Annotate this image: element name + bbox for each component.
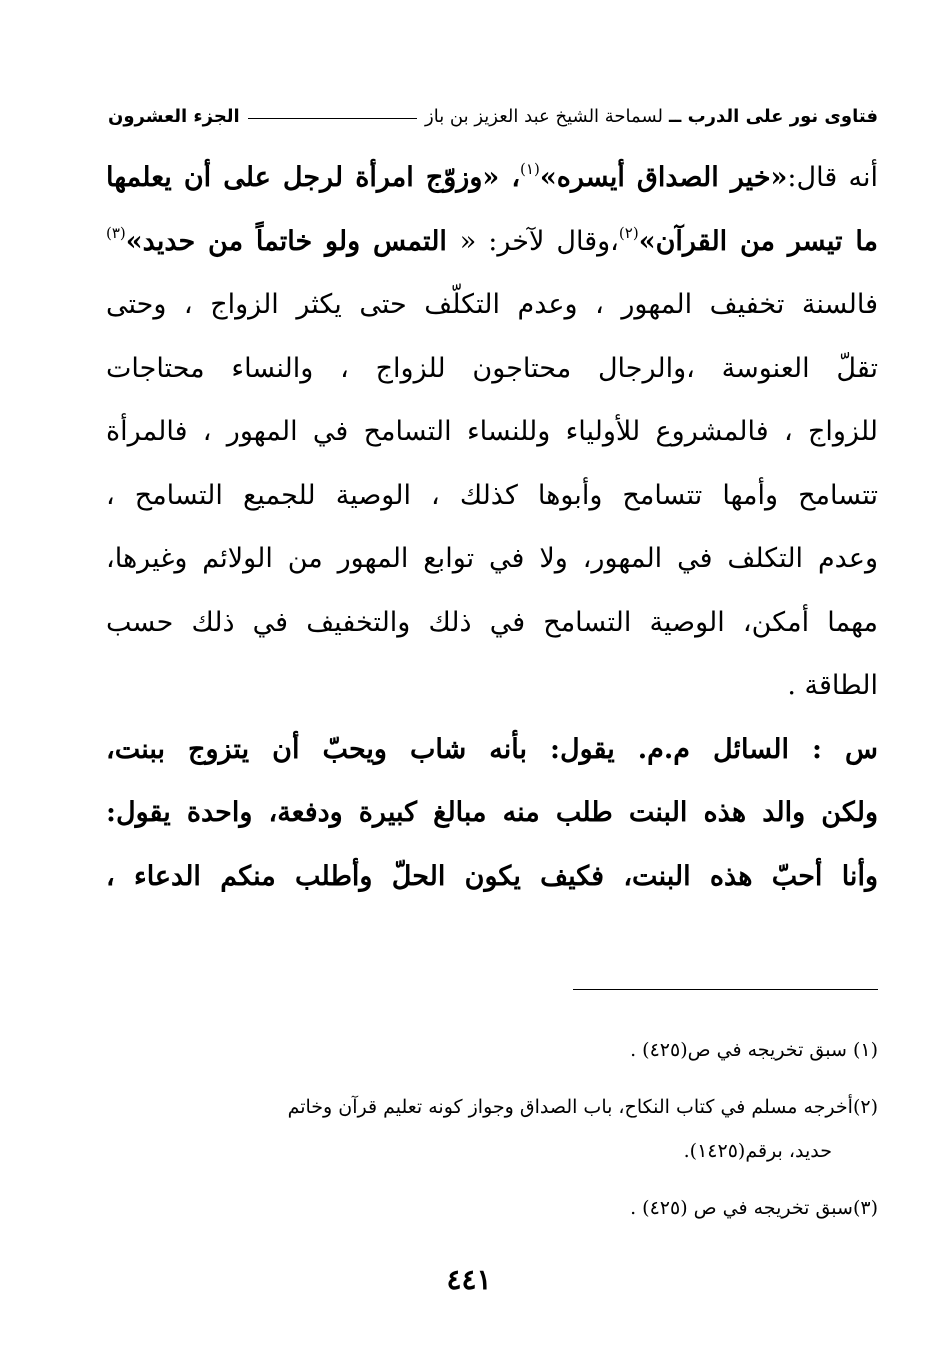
text-line: مهما أمكن، الوصية التسامح في ذلك والتخفيف في ذلك حسب [106,606,878,638]
header-part-number: الجزء العشرون [108,105,240,127]
hadith-quote: «خير الصداق أيسره» [539,162,788,193]
footnote-2: (٢)أخرجه مسلم في كتاب النكاح، باب الصداق وجواز كونه تعليم قرآن وخاتم [287,1096,878,1118]
question-line: ولكن والد هذه البنت طلب منه مبالغ كبيرة ودفعة، واحدة يقول: [106,797,878,828]
text-line [106,146,878,210]
footnotes [106,1028,878,1230]
text-line: الطاقة . [787,670,878,701]
hadith-quote: ، «وزوّج امرأة لرجل على أن يعلمها [106,162,521,193]
text-run: أنه قال: [787,162,878,193]
footnote-ref: (١) [520,160,540,178]
running-header [108,96,878,136]
question-line: س : السائل م.م. يقول: بأنه شاب ويحبّ أن يتزوج ببنت، [106,733,878,765]
footnote-ref: (٣) [106,223,126,242]
text-line: تقلّ العنوسة ،والرجال محتاجون للزواج ، والنساء محتاجات [106,352,878,384]
main-text [106,146,878,908]
header-book-title: فتاوى نور على الدرب ــ [669,105,878,127]
header-rule [248,118,417,119]
text-line [106,210,878,274]
header-author: لسماحة الشيخ عبد العزيز بن باز [425,105,663,127]
hadith-quote: التمس ولو خاتماً من حديد» [125,225,460,257]
footnote-separator [573,989,878,990]
text-run: ،وقال لآخر: « [459,225,619,257]
text-line: وعدم التكلف في المهور، ولا في توابع المهور من الولائم وغيرها، [106,543,878,574]
hadith-quote: ما تيسر من القرآن» [638,225,878,257]
footnote-1: (١) سبق تخريجه في ص(٤٢٥) . [630,1039,878,1061]
page-number: ٤٤١ [446,1263,492,1296]
footnote-3: (٣)سبق تخريجه في ص (٤٢٥) . [630,1197,878,1219]
text-line: فالسنة تخفيف المهور ، وعدم التكلّف حتى يكثر الزواج ، وحتى [106,289,878,320]
footnote-ref: (٢) [618,223,639,242]
question-line: وأنا أحبّ هذه البنت، فكيف يكون الحلّ وأطلب منكم الدعاء ، [106,860,878,892]
footnote-2-continued: حديد، برقم(١٤٢٥). [683,1140,832,1162]
text-line: تتسامح وأمها تتسامح وأبوها كذلك ، الوصية للجميع التسامح ، [106,479,878,511]
text-line: للزواج ، فالمشروع للأولياء وللنساء التسامح في المهور ، فالمرأة [106,416,878,447]
header-title-group [425,106,878,127]
